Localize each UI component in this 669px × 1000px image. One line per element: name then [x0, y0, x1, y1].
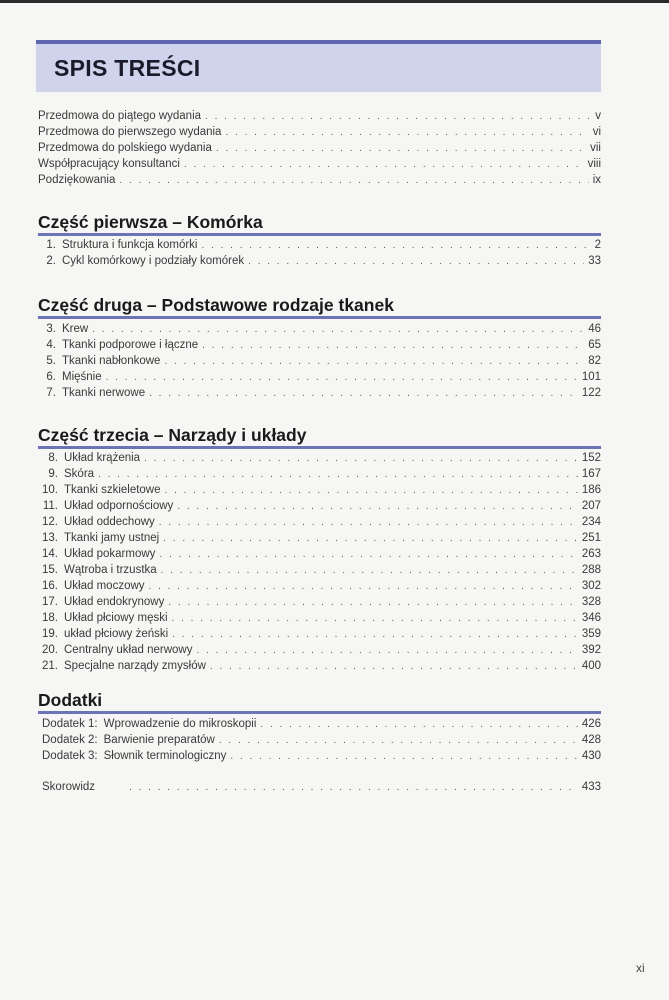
- dot-leader: [219, 733, 578, 749]
- entry-title: Struktura i funkcja komórki: [62, 239, 198, 251]
- dot-leader: [98, 467, 578, 483]
- toc-entry[interactable]: [38, 253, 601, 269]
- dot-leader: [168, 595, 577, 611]
- section-rule: [38, 316, 601, 319]
- entry-title: Specjalne narządy zmysłów: [64, 660, 206, 672]
- entry-title: Układ moczowy: [64, 580, 145, 592]
- dot-leader: [159, 515, 578, 531]
- entry-title: Przedmowa do pierwszego wydania: [38, 126, 222, 138]
- toc-entry[interactable]: [38, 353, 601, 369]
- entry-page: 433: [581, 781, 601, 793]
- entry-title: Współpracujący konsultanci: [38, 158, 180, 170]
- entry-title: Centralny układ nerwowy: [64, 644, 193, 656]
- entry-title: Skóra: [64, 468, 95, 480]
- dot-leader: [230, 749, 577, 765]
- entry-page: 426: [581, 718, 601, 730]
- entry-number: Dodatek 1:: [42, 718, 98, 730]
- toc-entry[interactable]: [36, 466, 601, 482]
- dot-leader: [106, 370, 578, 386]
- entry-title: Przedmowa do piątego wydania: [38, 110, 202, 122]
- dot-leader: [144, 451, 578, 467]
- entry-title: Tkanki nabłonkowe: [62, 355, 161, 367]
- toc-entry[interactable]: [42, 716, 601, 732]
- entry-number: Dodatek 2:: [42, 734, 98, 746]
- entry-number: 12.: [42, 516, 58, 528]
- entry-title: Układ krążenia: [64, 452, 141, 464]
- page-number: xi: [636, 961, 645, 975]
- entry-title: Podziękowania: [38, 174, 116, 186]
- toc-title: SPIS TREŚCI: [54, 55, 201, 81]
- dot-leader: [129, 780, 578, 796]
- dot-leader: [172, 627, 578, 643]
- entry-title: Barwienie preparatów: [103, 734, 215, 746]
- entry-title: Tkanki nerwowe: [62, 387, 146, 399]
- entry-page: 392: [581, 644, 601, 656]
- toc-entry[interactable]: [42, 748, 601, 764]
- dot-leader: [164, 354, 584, 370]
- entry-number: 19.: [42, 628, 58, 640]
- entry-title: Układ pokarmowy: [64, 548, 156, 560]
- section-list-part-3: [0, 450, 669, 674]
- dot-leader: [165, 483, 578, 499]
- toc-entry[interactable]: [38, 156, 601, 172]
- entry-number: 7.: [46, 387, 56, 399]
- dot-leader: [184, 157, 584, 173]
- entry-page: 234: [581, 516, 601, 528]
- dot-leader: [216, 141, 586, 157]
- toc-title-band: [36, 40, 601, 92]
- entry-page: 251: [581, 532, 601, 544]
- entry-page: 101: [581, 371, 601, 383]
- entry-number: 2.: [46, 255, 56, 267]
- entry-number: 14.: [42, 548, 58, 560]
- entry-title: Mięśnie: [62, 371, 102, 383]
- page-top-edge: [0, 0, 669, 3]
- entry-page: 263: [581, 548, 601, 560]
- dot-leader: [149, 579, 578, 595]
- toc-entry[interactable]: [38, 237, 601, 253]
- dot-leader: [161, 563, 578, 579]
- toc-entry[interactable]: [36, 450, 601, 466]
- entry-number: 18.: [42, 612, 58, 624]
- entry-title: Słownik terminologiczny: [103, 750, 227, 762]
- entry-number: 11.: [42, 500, 58, 512]
- toc-entry[interactable]: [36, 594, 601, 610]
- entry-page: 167: [581, 468, 601, 480]
- section-heading-appendices: Dodatki: [38, 690, 103, 710]
- section-list-part-1: [0, 237, 669, 269]
- entry-title: Tkanki jamy ustnej: [64, 532, 160, 544]
- dot-leader: [119, 173, 588, 189]
- dot-leader: [210, 659, 578, 675]
- entry-page: 82: [588, 355, 601, 367]
- toc-entry[interactable]: [38, 321, 601, 337]
- index-block: [0, 779, 669, 795]
- entry-title: Cykl komórkowy i podziały komórek: [62, 255, 245, 267]
- entry-page: ix: [592, 174, 601, 186]
- entry-number: 10.: [42, 484, 58, 496]
- entry-title: Układ oddechowy: [64, 516, 155, 528]
- dot-leader: [149, 386, 578, 402]
- dot-leader: [202, 338, 584, 354]
- dot-leader: [205, 109, 591, 125]
- dot-leader: [196, 643, 577, 659]
- entry-title: Układ odpornościowy: [64, 500, 174, 512]
- entry-title: Przedmowa do polskiego wydania: [38, 142, 212, 154]
- section-heading-part-3: Część trzecia – Narządy i układy: [38, 425, 307, 445]
- section-list-part-2: [0, 321, 669, 401]
- section-rule: [38, 446, 601, 449]
- entry-page: 122: [581, 387, 601, 399]
- toc-entry[interactable]: [38, 124, 601, 140]
- entry-title: Wprowadzenie do mikroskopii: [103, 718, 257, 730]
- entry-number: 16.: [42, 580, 58, 592]
- entry-number: 21.: [42, 660, 58, 672]
- entry-page: 46: [588, 323, 601, 335]
- entry-page: 430: [581, 750, 601, 762]
- entry-page: vi: [592, 126, 601, 138]
- dot-leader: [225, 125, 588, 141]
- entry-number: Dodatek 3:: [42, 750, 98, 762]
- entry-title: Układ endokrynowy: [64, 596, 165, 608]
- entry-title: Tkanki szkieletowe: [64, 484, 161, 496]
- toc-entry[interactable]: [36, 658, 601, 674]
- toc-entry-index[interactable]: [42, 779, 601, 795]
- entry-page: viii: [587, 158, 601, 170]
- toc-entry[interactable]: [38, 140, 601, 156]
- front-matter-list: [0, 108, 669, 188]
- toc-entry[interactable]: [36, 578, 601, 594]
- toc-entry[interactable]: [36, 514, 601, 530]
- toc-entry[interactable]: [38, 337, 601, 353]
- entry-number: 20.: [42, 644, 58, 656]
- dot-leader: [163, 531, 578, 547]
- entry-number: 13.: [42, 532, 58, 544]
- dot-leader: [248, 254, 584, 270]
- toc-entry[interactable]: [38, 172, 601, 188]
- entry-number: 1.: [46, 239, 56, 251]
- toc-entry[interactable]: [42, 732, 601, 748]
- entry-page: 152: [581, 452, 601, 464]
- toc-entry[interactable]: [38, 369, 601, 385]
- entry-number: 3.: [46, 323, 56, 335]
- toc-entry[interactable]: [36, 562, 601, 578]
- entry-title: Układ płciowy męski: [64, 612, 168, 624]
- section-list-appendices: [0, 716, 669, 764]
- entry-page: 302: [581, 580, 601, 592]
- toc-entry[interactable]: [36, 530, 601, 546]
- toc-entry[interactable]: [36, 482, 601, 498]
- entry-number: 15.: [42, 564, 58, 576]
- dot-leader: [202, 238, 591, 254]
- entry-number: 6.: [46, 371, 56, 383]
- entry-title: Tkanki podporowe i łączne: [62, 339, 199, 351]
- entry-page: vii: [590, 142, 601, 154]
- entry-title: układ płciowy żeński: [64, 628, 169, 640]
- dot-leader: [172, 611, 578, 627]
- entry-number: 4.: [46, 339, 56, 351]
- entry-page: 428: [581, 734, 601, 746]
- entry-page: 328: [581, 596, 601, 608]
- entry-page: 288: [581, 564, 601, 576]
- entry-page: 207: [581, 500, 601, 512]
- entry-page: 33: [588, 255, 601, 267]
- entry-page: 65: [588, 339, 601, 351]
- toc-entry[interactable]: [36, 546, 601, 562]
- entry-title: Krew: [62, 323, 89, 335]
- entry-page: 346: [581, 612, 601, 624]
- section-rule: [38, 711, 601, 714]
- section-heading-part-1: Część pierwsza – Komórka: [38, 212, 263, 232]
- entry-page: 359: [581, 628, 601, 640]
- section-heading-part-2: Część druga – Podstawowe rodzaje tkanek: [38, 295, 394, 315]
- dot-leader: [177, 499, 578, 515]
- entry-number: 17.: [42, 596, 58, 608]
- dot-leader: [92, 322, 584, 338]
- entry-page: v: [595, 110, 601, 122]
- entry-page: 186: [581, 484, 601, 496]
- entry-page: 2: [594, 239, 601, 251]
- toc-entry[interactable]: [36, 610, 601, 626]
- entry-number: 9.: [48, 468, 58, 480]
- entry-number: 5.: [46, 355, 56, 367]
- entry-title: Skorowidz: [42, 781, 96, 793]
- entry-number: 8.: [48, 452, 58, 464]
- dot-leader: [260, 717, 577, 733]
- toc-entry[interactable]: [36, 626, 601, 642]
- section-rule: [38, 233, 601, 236]
- toc-entry[interactable]: [36, 642, 601, 658]
- toc-entry[interactable]: [38, 108, 601, 124]
- entry-title: Wątroba i trzustka: [64, 564, 157, 576]
- toc-entry[interactable]: [38, 385, 601, 401]
- toc-entry[interactable]: [36, 498, 601, 514]
- entry-page: 400: [581, 660, 601, 672]
- dot-leader: [159, 547, 577, 563]
